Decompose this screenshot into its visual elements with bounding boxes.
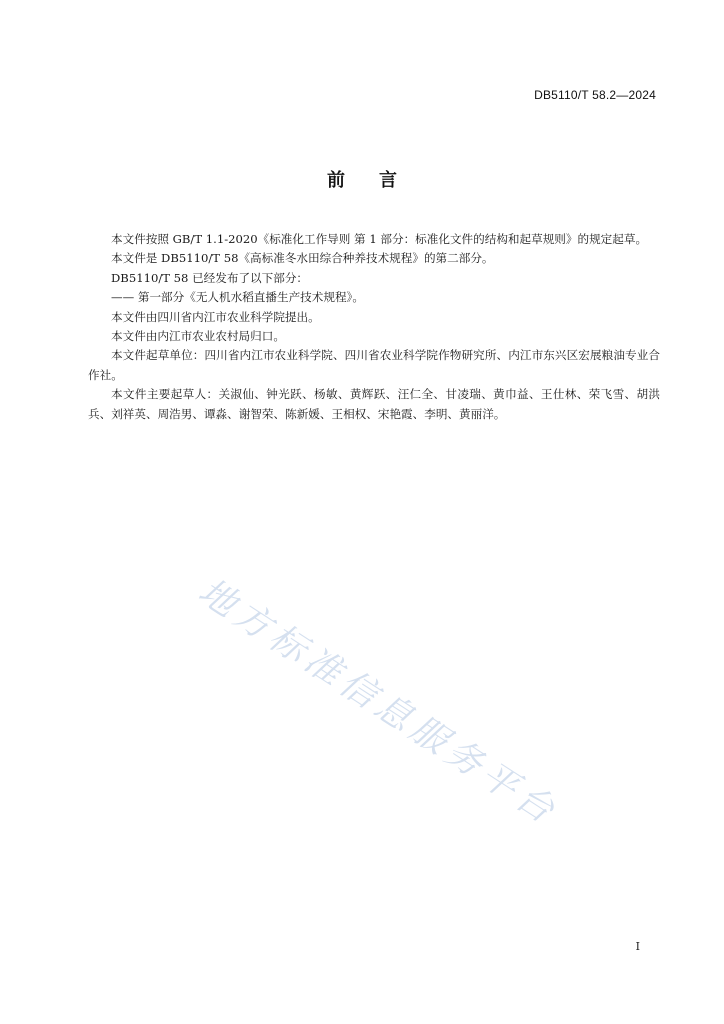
paragraph-published-parts: DB5110/T 58 已经发布了以下部分： bbox=[111, 270, 309, 285]
foreword-body bbox=[88, 230, 660, 424]
paragraph-drafters: 本文件主要起草人：关淑仙、钟光跃、杨敏、黄辉跃、汪仁全、甘凌瑞、黄巾益、王仕林、荣飞雪、胡洪兵、刘祥英、周浩男、谭淼、谢智荣、陈新媛、王相权、宋艳霞、李明、黄丽洋。 bbox=[88, 387, 660, 421]
paragraph-drafting-units: 本文件起草单位：四川省内江市农业科学院、四川省农业科学院作物研究所、内江市东兴区宏展粮油专业合作社。 bbox=[88, 348, 660, 382]
paragraph-proposed-by: 本文件由四川省内江市农业科学院提出。 bbox=[111, 309, 320, 324]
watermark: 地方标准信息服务平台 bbox=[191, 570, 566, 835]
paragraph-under-jurisdiction: 本文件由内江市农业农村局归口。 bbox=[111, 329, 285, 344]
page-number: I bbox=[635, 940, 640, 953]
document-code: DB5110/T 58.2—2024 bbox=[534, 88, 656, 102]
paragraph-part-one: —— 第一部分《无人机水稻直播生产技术规程》。 bbox=[111, 290, 364, 305]
paragraph-part-of-series: 本文件是 DB5110/T 58《高标准冬水田综合种养技术规程》的第二部分。 bbox=[111, 251, 494, 266]
paragraph-drafting-rules: 本文件按照 GB/T 1.1-2020《标准化工作导则 第 1 部分：标准化文件的结构和起草规则》的规定起草。 bbox=[111, 232, 648, 246]
page-title: 前言 bbox=[327, 170, 431, 191]
